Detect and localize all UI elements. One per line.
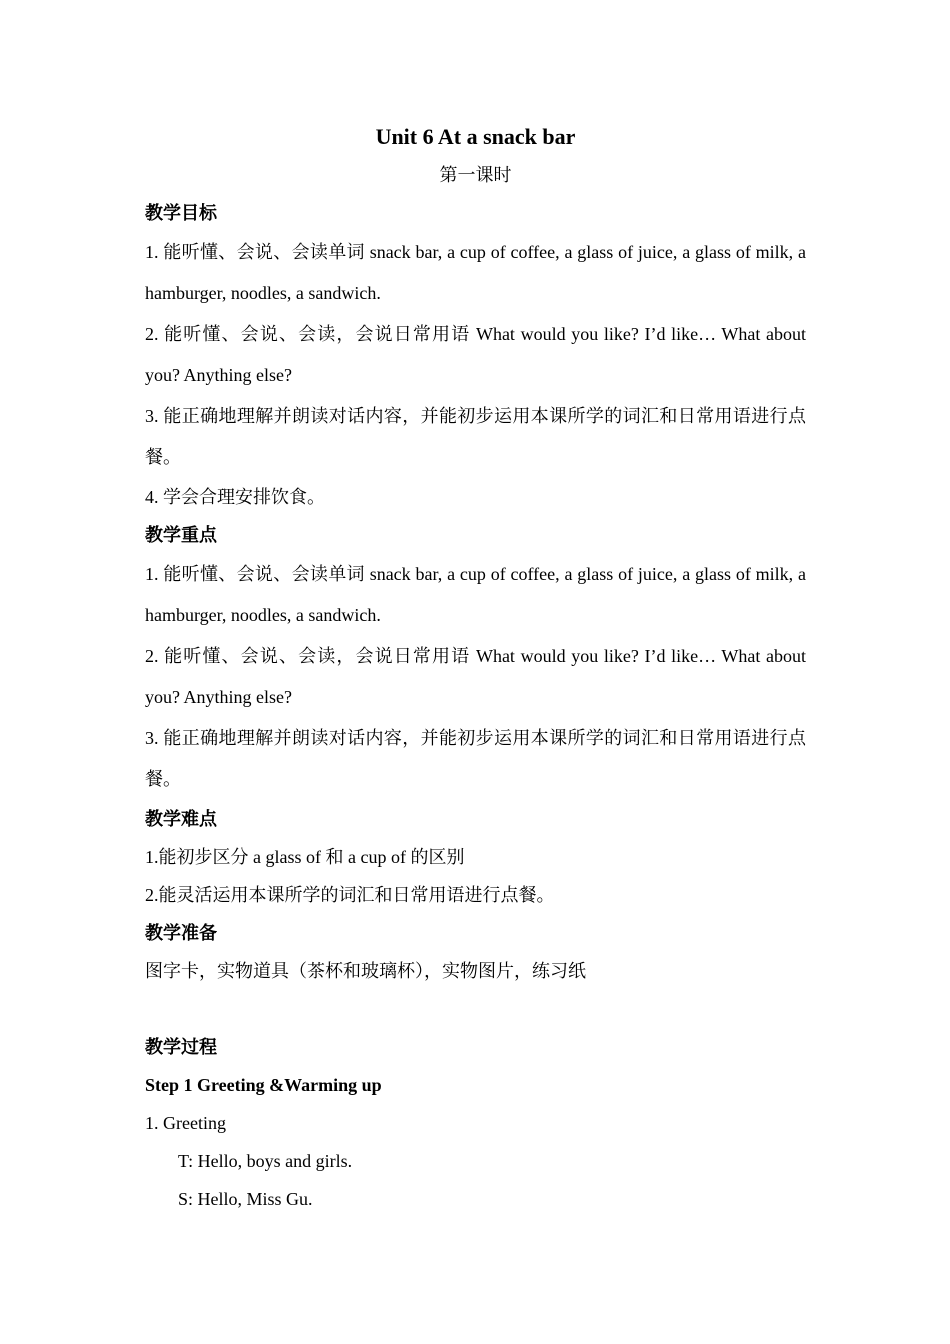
difficulty-item-1: 1.能初步区分 a glass of 和 a cup of 的区别 <box>145 847 465 867</box>
document-page <box>145 118 806 1218</box>
objective-item-3: 3. 能正确地理解并朗读对话内容，并能初步运用本课所学的词汇和日常用语进行点餐。 <box>145 406 806 467</box>
step-1-heading: Step 1 Greeting &Warming up <box>145 1075 382 1095</box>
objectives-heading: 教学目标 <box>145 203 217 223</box>
key-point-item-3: 3. 能正确地理解并朗读对话内容，并能初步运用本课所学的词汇和日常用语进行点餐。 <box>145 728 806 789</box>
preparation-text: 图字卡，实物道具（茶杯和玻璃杯），实物图片，练习纸 <box>145 961 586 981</box>
preparation-heading: 教学准备 <box>145 923 217 943</box>
dialogue-line-students: S: Hello, Miss Gu. <box>178 1189 313 1209</box>
key-point-item-1: 1. 能听懂、会说、会读单词 snack bar, a cup of coffee, a glass of juice, a glass of milk, a hamburger, noodles, a sandwich. <box>145 564 806 625</box>
step-1-item-1: 1. Greeting <box>145 1113 226 1133</box>
document-title: Unit 6 At a snack bar <box>375 124 576 149</box>
blank-line <box>145 990 806 1028</box>
process-heading: 教学过程 <box>145 1037 217 1057</box>
objective-item-1: 1. 能听懂、会说、会读单词 snack bar, a cup of coffee, a glass of juice, a glass of milk, a hamburger, noodles, a sandwich. <box>145 242 806 303</box>
objective-item-4: 4. 学会合理安排饮食。 <box>145 487 325 507</box>
objective-item-2: 2. 能听懂、会说、会读，会说日常用语 What would you like? I’d like… What about you? Anything else? <box>145 324 806 385</box>
key-point-item-2: 2. 能听懂、会说、会读，会说日常用语 What would you like? I’d like… What about you? Anything else? <box>145 646 806 707</box>
lesson-subtitle: 第一课时 <box>439 165 512 185</box>
key-points-heading: 教学重点 <box>145 525 217 545</box>
dialogue-line-teacher: T: Hello, boys and girls. <box>178 1151 353 1171</box>
difficulty-item-2: 2.能灵活运用本课所学的词汇和日常用语进行点餐。 <box>145 885 555 905</box>
difficulties-heading: 教学难点 <box>145 809 217 829</box>
